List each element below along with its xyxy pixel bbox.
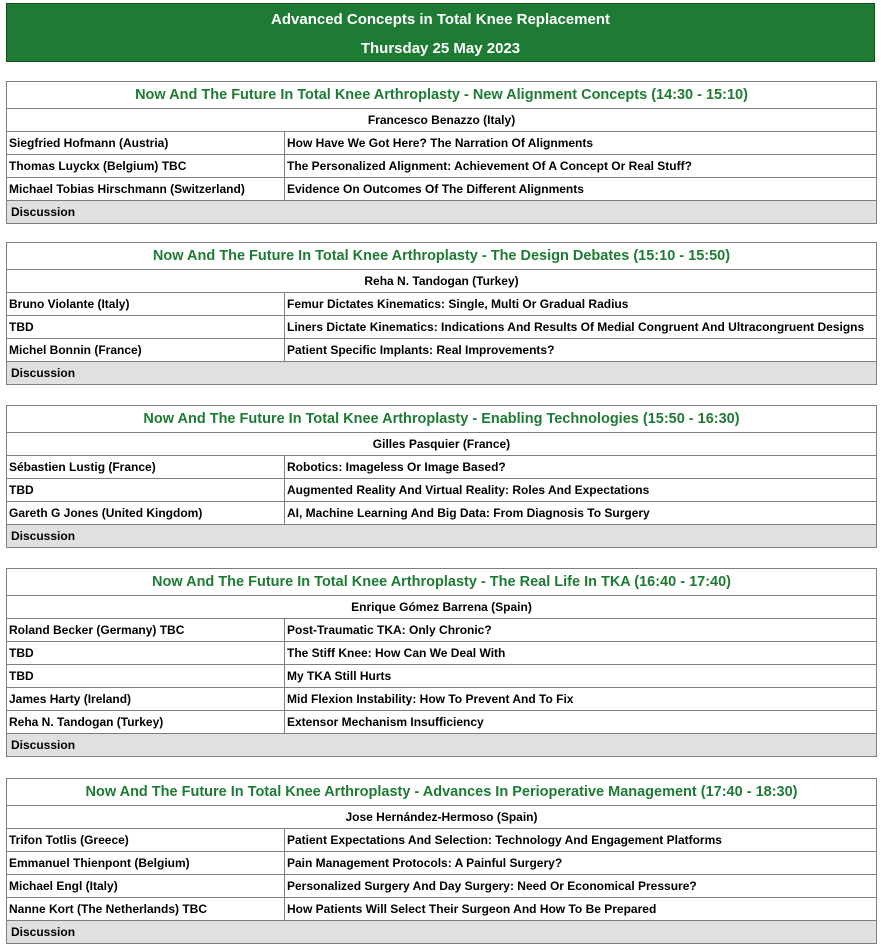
talk-row [7,132,877,155]
speaker-cell: Nanne Kort (The Netherlands) TBC [7,898,285,921]
speaker-cell: TBD [7,479,285,502]
program-date: Thursday 25 May 2023 [360,40,521,57]
session-title: Now And The Future In Total Knee Arthroplasty - Advances In Perioperative Management (17:40 - 18:30) [7,779,877,806]
topic-cell: The Stiff Knee: How Can We Deal With [285,642,877,665]
session-chair: Reha N. Tandogan (Turkey) [7,270,877,293]
speaker-cell: Bruno Violante (Italy) [7,293,285,316]
talk-row [7,852,877,875]
topic-cell: How Patients Will Select Their Surgeon And How To Be Prepared [285,898,877,921]
discussion-row: Discussion [7,734,877,757]
talk-row [7,293,877,316]
talk-row [7,619,877,642]
speaker-cell: TBD [7,665,285,688]
session-title: Now And The Future In Total Knee Arthroplasty - The Real Life In TKA (16:40 - 17:40) [7,569,877,596]
session-table [6,242,877,385]
talk-row [7,155,877,178]
topic-cell: Pain Management Protocols: A Painful Surgery? [285,852,877,875]
talk-row [7,898,877,921]
session-table [6,405,877,548]
talk-row [7,339,877,362]
talk-row [7,829,877,852]
topic-cell: Augmented Reality And Virtual Reality: Roles And Expectations [285,479,877,502]
talk-row [7,479,877,502]
topic-cell: Extensor Mechanism Insufficiency [285,711,877,734]
session-chair: Enrique Gómez Barrena (Spain) [7,596,877,619]
topic-cell: Mid Flexion Instability: How To Prevent And To Fix [285,688,877,711]
speaker-cell: Siegfried Hofmann (Austria) [7,132,285,155]
speaker-cell: Roland Becker (Germany) TBC [7,619,285,642]
talk-row [7,688,877,711]
speaker-cell: TBD [7,316,285,339]
speaker-cell: Thomas Luyckx (Belgium) TBC [7,155,285,178]
talk-row [7,178,877,201]
session-chair: Francesco Benazzo (Italy) [7,109,877,132]
talk-row [7,642,877,665]
topic-cell: Patient Specific Implants: Real Improvements? [285,339,877,362]
speaker-cell: Michel Bonnin (France) [7,339,285,362]
session-table [6,778,877,944]
session-table [6,568,877,757]
program-title: Advanced Concepts in Total Knee Replacement [271,11,610,28]
session-chair: Gilles Pasquier (France) [7,433,877,456]
topic-cell: Evidence On Outcomes Of The Different Alignments [285,178,877,201]
talk-row [7,456,877,479]
speaker-cell: Michael Tobias Hirschmann (Switzerland) [7,178,285,201]
topic-cell: AI, Machine Learning And Big Data: From Diagnosis To Surgery [285,502,877,525]
session-title: Now And The Future In Total Knee Arthroplasty - New Alignment Concepts (14:30 - 15:10) [7,82,877,109]
session-title: Now And The Future In Total Knee Arthroplasty - Enabling Technologies (15:50 - 16:30) [7,406,877,433]
topic-cell: How Have We Got Here? The Narration Of Alignments [285,132,877,155]
speaker-cell: Sébastien Lustig (France) [7,456,285,479]
topic-cell: Robotics: Imageless Or Image Based? [285,456,877,479]
topic-cell: Post-Traumatic TKA: Only Chronic? [285,619,877,642]
speaker-cell: Michael Engl (Italy) [7,875,285,898]
speaker-cell: Reha N. Tandogan (Turkey) [7,711,285,734]
discussion-row: Discussion [7,201,877,224]
speaker-cell: TBD [7,642,285,665]
speaker-cell: Gareth G Jones (United Kingdom) [7,502,285,525]
discussion-row: Discussion [7,362,877,385]
topic-cell: My TKA Still Hurts [285,665,877,688]
topic-cell: Femur Dictates Kinematics: Single, Multi Or Gradual Radius [285,293,877,316]
talk-row [7,665,877,688]
talk-row [7,711,877,734]
speaker-cell: Trifon Totlis (Greece) [7,829,285,852]
talk-row [7,502,877,525]
session-title: Now And The Future In Total Knee Arthroplasty - The Design Debates (15:10 - 15:50) [7,243,877,270]
program-header [6,3,875,62]
discussion-row: Discussion [7,921,877,944]
topic-cell: Patient Expectations And Selection: Technology And Engagement Platforms [285,829,877,852]
talk-row [7,875,877,898]
discussion-row: Discussion [7,525,877,548]
topic-cell: Liners Dictate Kinematics: Indications And Results Of Medial Congruent And Ultracongruent Designs [285,316,877,339]
speaker-cell: Emmanuel Thienpont (Belgium) [7,852,285,875]
session-chair: Jose Hernández-Hermoso (Spain) [7,806,877,829]
session-table [6,81,877,224]
topic-cell: The Personalized Alignment: Achievement Of A Concept Or Real Stuff? [285,155,877,178]
talk-row [7,316,877,339]
topic-cell: Personalized Surgery And Day Surgery: Need Or Economical Pressure? [285,875,877,898]
speaker-cell: James Harty (Ireland) [7,688,285,711]
